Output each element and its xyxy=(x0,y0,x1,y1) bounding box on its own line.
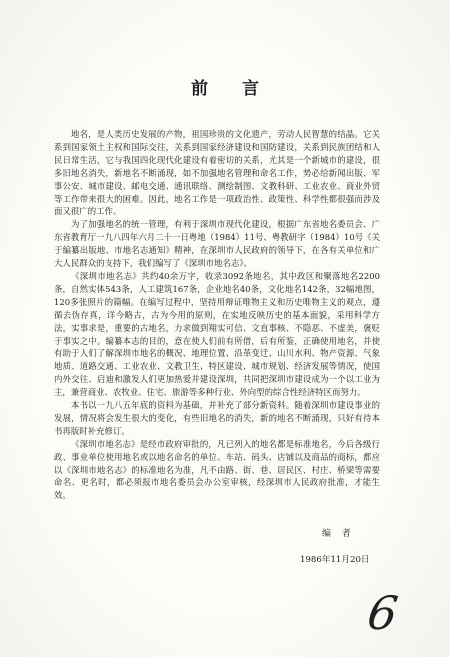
document-date: 1986年11月20日 xyxy=(300,555,370,565)
preface-body xyxy=(54,128,380,502)
paragraph-1: 地名，是人类历史发展的产物，祖国珍贵的文化遗产，劳动人民智慧的结晶。它关系到国家领土主权和国际交往，关系到国家经济建设和国防建设，关系到民族团结和人民日常生活，它与我国四化现代化建设有着密切的关系，尤其是一个新城市的建设，很多旧地名消失，新地名不断涌现，如不加强地名管理和命名工作，势必给新闻出版、军事公安、城市建设、邮电交通、通讯联络、测绘制图、文教科研、工业农业、商业外贸等工作带来很大的困难。因此，地名工作是一项政治性、政策性、科学性都很强而涉及面又很广的工作。 xyxy=(54,129,380,217)
preface-title: 前 言 xyxy=(191,79,273,99)
author-signature: 编 者 xyxy=(322,529,355,539)
paragraph-5: 《深圳市地名志》是经市政府审批的，凡已列入的地名都是标准地名，今后各级行政、事业单位使用地名或以地名命名的单位、车站、码头、店铺以及商品的商标，都应以《深圳市地名志》的标准地名为准，凡不由路、街、巷、居民区、村庄、桥梁等需要命名、更名时，都必须报市地名委员会办公室审核，经深圳市人民政府批准，才能生效。 xyxy=(54,438,380,501)
paragraph-4: 本书以一九八五年底的资料为基础，并补充了部分新资料。随着深圳市建设事业的发展，情况将会发生很大的变化，有些旧地名的消失，新的地名不断涌现，只好有待本书再版时补充修订。 xyxy=(54,400,380,436)
paragraph-3: 《深圳市地名志》共约40余万字，收录3092条地名，其中政区和聚落地名2200条，自然实体543条，人工建筑167条，企业地名40条，文化地名142条，32幅地图，120多张照片的篇幅。在编写过程中，坚持用辩证唯物主义和历史唯物主义的观点，遵循去伪存真，详今略古，古为今用的原则，在实地反映历史的基本面貌，采用科学方法，实事求是，重要的古地名，力求做到翔实可信、文直事核、不隐恶、不虚美，褒贬于事实之中。编纂本志的目的，意在使人们前有所借，后有所鉴，正确使用地名，并使有助于人们了解深圳市地名的概况、地理位置、沿革变迁、山川水利、物产资源、气象地质、道路交通、工业农业、文教卫生、特区建设、城市规划、经济发展等情况，使国内外交往、启迪和激发人们更加热爱并建设深圳，共同把深圳市建设成为一个以工业为主，兼营商业、农牧业、住宅、旅游等多种行业、外向型的综合性经济特区而努力。 xyxy=(54,270,380,398)
paragraph-2: 为了加强地名的统一管理，有利于深圳市现代化建设，根据广东省地名委员会、广东省教育厅一九八四年六月二十一日粤地（1984）11号、粤教研字（1984）10号《关于编纂出版地、市地名志通知》精神，在深圳市人民政府的领导下，在各有关单位和广大人民群众的支持下，我们编写了《深圳市地名志》。 xyxy=(54,219,380,269)
handwritten-page-number: 6 xyxy=(364,586,402,640)
